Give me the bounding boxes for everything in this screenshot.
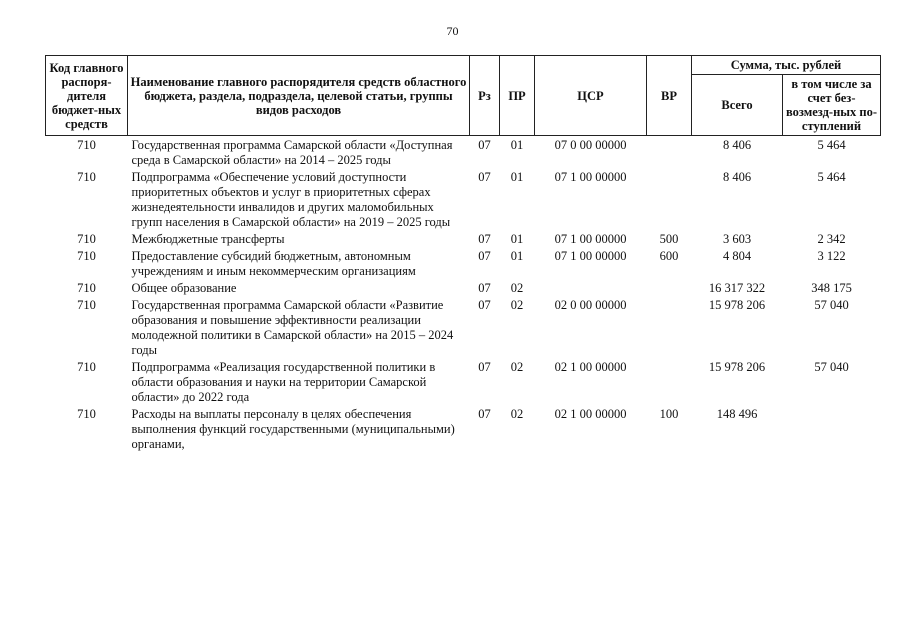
header-rz: Рз — [470, 56, 500, 136]
header-sum: Сумма, тыс. рублей — [692, 56, 881, 75]
cell-pr: 01 — [510, 170, 524, 184]
cell-code: 710 — [77, 281, 96, 295]
cell-code: 710 — [77, 138, 96, 152]
cell-total: 8 406 — [722, 138, 752, 152]
cell-code: 710 — [77, 232, 96, 246]
cell-vr — [647, 360, 692, 407]
cell-incl: 3 122 — [817, 249, 846, 263]
cell-pr: 01 — [510, 232, 524, 246]
cell-vr — [647, 298, 692, 360]
cell-name: Государственная программа Самарской области «Развитие образования и повышение эффективности реализации молодежной политики в Самарской области» на 2015 – 2024 годы — [131, 298, 454, 357]
cell-incl: 57 040 — [814, 298, 849, 312]
cell-vr: 100 — [659, 407, 679, 421]
cell-csr: 07 1 00 00000 — [554, 249, 627, 263]
table-row — [46, 136, 881, 171]
cell-rz: 07 — [478, 360, 491, 374]
cell-name: Предоставление субсидий бюджетным, автономным учреждениям и иным некоммерческим организациям — [131, 249, 416, 278]
cell-vr: 600 — [659, 249, 679, 263]
cell-csr: 07 0 00 00000 — [554, 138, 627, 152]
cell-code: 710 — [77, 360, 96, 374]
cell-rz: 07 — [478, 298, 491, 312]
cell-rz: 07 — [478, 170, 491, 184]
header-pr: ПР — [500, 56, 535, 136]
cell-code: 710 — [77, 407, 96, 421]
cell-code: 710 — [77, 249, 96, 263]
cell-vr — [647, 281, 692, 298]
table-row — [46, 360, 881, 407]
cell-name: Межбюджетные трансферты — [131, 232, 285, 246]
cell-pr: 01 — [510, 249, 524, 263]
cell-incl: 5 464 — [817, 138, 846, 152]
header-incl: в том числе за счет без-возмезд-ных по-ступлений — [783, 75, 881, 136]
cell-csr: 02 1 00 00000 — [554, 407, 627, 421]
cell-incl: 57 040 — [814, 360, 849, 374]
table-row — [46, 281, 881, 298]
cell-total: 8 406 — [722, 170, 752, 184]
cell-name: Государственная программа Самарской области «Доступная среда в Самарской области» на 2014 – 2025 годы — [131, 138, 453, 167]
cell-total: 15 978 206 — [708, 360, 766, 374]
cell-total: 16 317 322 — [708, 281, 766, 295]
cell-vr: 500 — [659, 232, 679, 246]
header-vr: ВР — [647, 56, 692, 136]
cell-rz: 07 — [478, 138, 491, 152]
cell-total: 15 978 206 — [708, 298, 766, 312]
cell-csr: 02 1 00 00000 — [554, 360, 627, 374]
cell-incl — [783, 407, 881, 454]
cell-rz: 07 — [478, 232, 491, 246]
cell-pr: 01 — [510, 138, 524, 152]
header-row-1 — [46, 56, 881, 75]
cell-rz: 07 — [478, 407, 491, 421]
cell-csr: 07 1 00 00000 — [554, 232, 627, 246]
cell-name: Подпрограмма «Реализация государственной политики в области образования и науки на территории Самарской области» до 2022 года — [131, 360, 436, 404]
cell-rz: 07 — [478, 249, 491, 263]
cell-vr — [647, 170, 692, 232]
cell-code: 710 — [77, 298, 96, 312]
table-row — [46, 249, 881, 281]
cell-vr — [647, 136, 692, 171]
cell-pr: 02 — [510, 298, 524, 312]
table-row — [46, 170, 881, 232]
budget-table — [45, 55, 881, 454]
page-number: 70 — [446, 24, 459, 38]
cell-total: 3 603 — [722, 232, 752, 246]
cell-code: 710 — [77, 170, 96, 184]
cell-csr — [535, 281, 647, 298]
cell-rz: 07 — [478, 281, 491, 295]
cell-pr: 02 — [510, 281, 524, 295]
cell-name: Подпрограмма «Обеспечение условий доступности приоритетных объектов и услуг в приоритетных сферах жизнедеятельности инвалидов и других маломобильных групп населения в Самарской области» на 2019 – 2025 годы — [131, 170, 451, 229]
cell-incl: 5 464 — [817, 170, 846, 184]
cell-incl: 348 175 — [811, 281, 852, 295]
cell-name: Расходы на выплаты персоналу в целях обеспечения выполнения функций государственными (муниципальными) органами, — [131, 407, 455, 451]
cell-total: 148 496 — [716, 407, 758, 421]
cell-incl: 2 342 — [817, 232, 846, 246]
header-name: Наименование главного распорядителя средств областного бюджета, раздела, подраздела, целевой статьи, группы видов расходов — [128, 56, 470, 136]
cell-csr: 02 0 00 00000 — [554, 298, 627, 312]
header-total: Всего — [692, 75, 783, 136]
cell-name: Общее образование — [131, 281, 237, 295]
header-code: Код главного распоря-дителя бюджет-ных средств — [46, 56, 128, 136]
cell-pr: 02 — [510, 360, 524, 374]
cell-pr: 02 — [510, 407, 524, 421]
cell-csr: 07 1 00 00000 — [554, 170, 627, 184]
cell-total: 4 804 — [722, 249, 752, 263]
table-row — [46, 232, 881, 249]
table-row — [46, 298, 881, 360]
table-row — [46, 407, 881, 454]
header-csr: ЦСР — [535, 56, 647, 136]
